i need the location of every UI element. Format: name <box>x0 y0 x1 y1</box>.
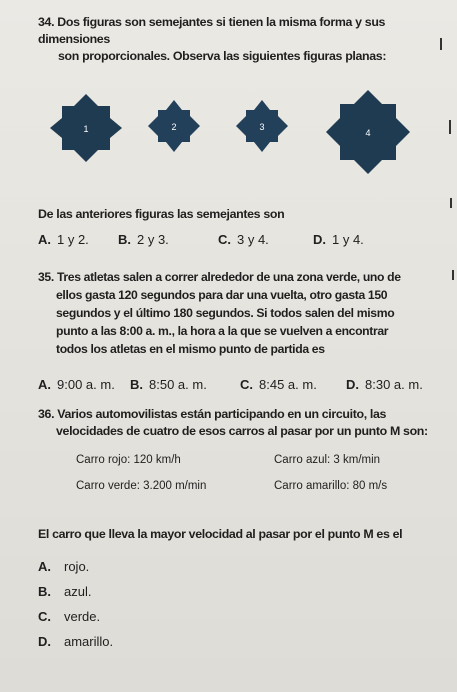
question-34 <box>38 14 438 65</box>
figure-3-label: 3 <box>259 122 265 132</box>
question-35 <box>38 268 443 358</box>
car-yellow: Carro amarillo: 80 m/s <box>274 480 388 492</box>
page-edge-mark <box>440 38 442 50</box>
page-edge-mark <box>452 270 454 280</box>
question-text-line: Dos figuras son semejantes si tienen la misma forma y sus dimensiones <box>38 15 386 46</box>
figure-2-label: 2 <box>171 122 177 132</box>
question-36-options <box>38 559 113 659</box>
question-36-prompt: El carro que lleva la mayor velocidad al pasar por el punto M es el <box>38 527 403 541</box>
car-red: Carro rojo: 120 km/h <box>76 454 181 466</box>
q34-option-d[interactable]: D. 1 y 4. <box>313 232 364 247</box>
question-text-line: Varios automovilistas están participando en un circuito, las <box>57 407 387 421</box>
q36-option-b[interactable]: B. azul. <box>38 584 92 599</box>
question-text-line: segundos y el último 180 segundos. Si todos salen del mismo <box>56 306 395 320</box>
question-number: 34. <box>38 15 55 29</box>
q35-option-a[interactable]: A. 9:00 a. m. <box>38 377 115 392</box>
q34-option-c[interactable]: C. 3 y 4. <box>218 232 269 247</box>
figure-1 <box>50 94 122 162</box>
figure-2 <box>148 100 200 152</box>
question-36-data <box>38 454 448 498</box>
page-edge-mark <box>450 198 452 208</box>
figure-1-label: 1 <box>83 124 89 134</box>
question-number: 35. <box>38 270 54 284</box>
q35-option-b[interactable]: B. 8:50 a. m. <box>130 377 207 392</box>
question-34-options <box>38 232 448 252</box>
figures-row <box>40 88 440 188</box>
question-text-line: velocidades de cuatro de esos carros al pasar por un punto M son: <box>56 424 428 438</box>
q35-option-d[interactable]: D. 8:30 a. m. <box>346 377 423 392</box>
q34-option-a[interactable]: A. 1 y 2. <box>38 232 89 247</box>
q36-option-d[interactable]: D. amarillo. <box>38 634 114 649</box>
q35-option-c[interactable]: C. 8:45 a. m. <box>240 377 317 392</box>
question-text-line: todos los atletas en el mismo punto de partida es <box>56 342 325 356</box>
question-35-options <box>38 377 448 397</box>
page-edge-mark <box>449 120 451 134</box>
figure-3 <box>236 100 288 152</box>
question-text-line: punto a las 8:00 a. m., la hora a la que se vuelven a encontrar <box>56 324 389 338</box>
question-text-line: son proporcionales. Observa las siguientes figuras planas: <box>58 49 387 63</box>
question-36 <box>38 406 443 440</box>
q34-option-b[interactable]: B. 2 y 3. <box>118 232 169 247</box>
figure-4-label: 4 <box>365 128 371 138</box>
q36-option-a[interactable]: A. rojo. <box>38 559 90 574</box>
question-text-line: ellos gasta 120 segundos para dar una vuelta, otro gasta 150 <box>56 288 388 302</box>
figure-4 <box>326 90 410 174</box>
question-34-prompt: De las anteriores figuras las semejantes son <box>38 207 285 221</box>
car-green: Carro verde: 3.200 m/min <box>76 480 207 492</box>
question-text-line: Tres atletas salen a correr alrededor de una zona verde, uno de <box>56 270 401 284</box>
q36-option-c[interactable]: C. verde. <box>38 609 101 624</box>
car-blue: Carro azul: 3 km/min <box>274 454 381 466</box>
question-number: 36. <box>38 407 55 421</box>
